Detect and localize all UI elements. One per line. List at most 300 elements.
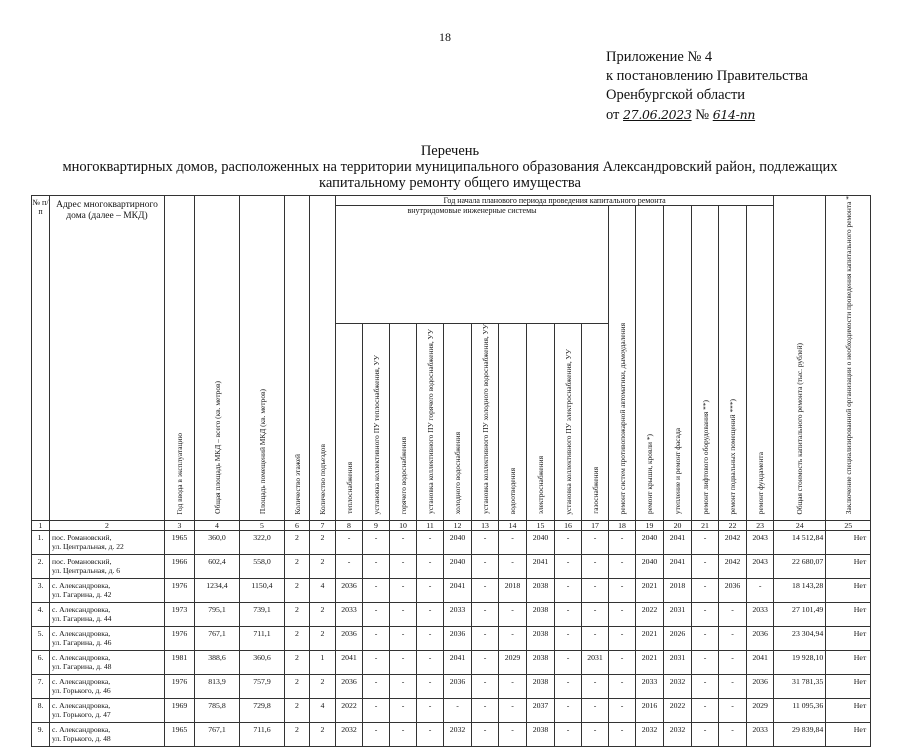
cell-c13: - (472, 699, 499, 723)
cell-c15: 2040 (527, 531, 555, 555)
column-number: 8 (336, 521, 363, 531)
cell-c16: - (555, 699, 582, 723)
cell-c22: - (719, 627, 747, 651)
cell-c15: 2038 (527, 579, 555, 603)
buildings-table (31, 195, 871, 747)
appendix-date-line (606, 105, 808, 125)
cell-c16: - (555, 651, 582, 675)
cell-c9: - (363, 723, 390, 747)
cell-c19: 2021 (636, 627, 664, 651)
cell-c18: - (609, 723, 636, 747)
cell-c21: - (692, 675, 719, 699)
cell-c10: - (390, 651, 417, 675)
address-cell (50, 723, 165, 747)
address-line-2: ул. Гагарина, д. 46 (52, 638, 112, 648)
document-subtitle: многоквартирных домов, расположенных на территории муниципального образования Александровский район, подлежащих капитальному ремонту общего имущества (62, 159, 838, 191)
address-cell (50, 627, 165, 651)
cell-ent: 2 (310, 627, 336, 651)
cell-c17: - (582, 531, 609, 555)
column-number: 10 (390, 521, 417, 531)
cell-c9: - (363, 699, 390, 723)
document-title: Перечень (420, 143, 480, 159)
cell-c23: 2043 (747, 531, 774, 555)
header-sewer: водоотведения (508, 468, 517, 515)
column-number: 12 (444, 521, 472, 531)
cell-c12: 2041 (444, 579, 472, 603)
cell-prem: 1150,4 (240, 579, 285, 603)
row-number: 6. (32, 651, 50, 675)
cell-floors: 2 (285, 699, 310, 723)
address-line-1: с. Александровка, (52, 653, 111, 663)
cell-prem: 739,1 (240, 603, 285, 627)
column-number: 18 (609, 521, 636, 531)
cell-c13: - (472, 651, 499, 675)
header-facade: утепление и ремонт фасада (673, 428, 682, 515)
header-entrances: Количество подъездов (318, 443, 327, 515)
cell-ent: 2 (310, 531, 336, 555)
cell-c10: - (390, 723, 417, 747)
cell-c23: - (747, 579, 774, 603)
cell-c16: - (555, 675, 582, 699)
cell-c9: - (363, 603, 390, 627)
cell-c14: 2029 (499, 651, 527, 675)
number-prefix: № (695, 107, 710, 123)
cell-c23: 2033 (747, 603, 774, 627)
cell-floors: 2 (285, 603, 310, 627)
address-cell (50, 675, 165, 699)
cell-c22: - (719, 603, 747, 627)
cell-cost: 11 095,36 (774, 699, 826, 723)
cell-c22: 2042 (719, 555, 747, 579)
cell-c8: 2036 (336, 579, 363, 603)
cell-c21: - (692, 531, 719, 555)
cell-prem: 360,6 (240, 651, 285, 675)
cell-c18: - (609, 603, 636, 627)
cell-c9: - (363, 627, 390, 651)
cell-c20: 2031 (664, 651, 692, 675)
cell-concl: Нет (826, 531, 871, 555)
header-heat-meter: установка коллективного ПУ теплоснабжения, УУ (371, 354, 381, 515)
row-number: 9. (32, 723, 50, 747)
address-line-1: с. Александровка, (52, 605, 111, 615)
appendix-line-2: к постановлению Правительства (606, 68, 808, 84)
cell-c11: - (417, 651, 444, 675)
cell-c9: - (363, 579, 390, 603)
cell-year: 1965 (165, 723, 195, 747)
column-number: 7 (310, 521, 336, 531)
cell-ent: 2 (310, 603, 336, 627)
cell-c17: - (582, 579, 609, 603)
cell-c19: 2021 (636, 651, 664, 675)
cell-c23: 2043 (747, 555, 774, 579)
address-cell (50, 603, 165, 627)
cell-c8: 2033 (336, 603, 363, 627)
cell-c13: - (472, 675, 499, 699)
cell-c17: - (582, 723, 609, 747)
cell-c14: - (499, 699, 527, 723)
decree-date: 27.06.2023 (623, 107, 692, 122)
address-line-2: ул. Горького, д. 46 (52, 686, 111, 696)
cell-c21: - (692, 651, 719, 675)
cell-total: 602,4 (195, 555, 240, 579)
cell-c14: - (499, 675, 527, 699)
cell-concl: Нет (826, 627, 871, 651)
address-cell (50, 699, 165, 723)
cell-c20: 2022 (664, 699, 692, 723)
cell-c8: 2032 (336, 723, 363, 747)
table-row (32, 627, 871, 651)
cell-c13: - (472, 627, 499, 651)
cell-c18: - (609, 579, 636, 603)
cell-cost: 23 304,94 (774, 627, 826, 651)
cell-c13: - (472, 723, 499, 747)
cell-c16: - (555, 579, 582, 603)
cell-concl: Нет (826, 603, 871, 627)
cell-c20: 2018 (664, 579, 692, 603)
cell-c23: 2033 (747, 723, 774, 747)
row-number: 7. (32, 675, 50, 699)
cell-c20: 2032 (664, 723, 692, 747)
cell-cost: 22 680,07 (774, 555, 826, 579)
cell-year: 1966 (165, 555, 195, 579)
cell-c21: - (692, 579, 719, 603)
cell-c11: - (417, 531, 444, 555)
cell-total: 795,1 (195, 603, 240, 627)
cell-concl: Нет (826, 699, 871, 723)
cell-c19: 2040 (636, 555, 664, 579)
cell-floors: 2 (285, 627, 310, 651)
cell-cost: 18 143,28 (774, 579, 826, 603)
header-cold-meter: установка коллективного ПУ холодного водоснабжения, УУ (480, 324, 490, 515)
address-line-2: ул. Центральная, д. 22 (52, 542, 124, 552)
cell-total: 767,1 (195, 627, 240, 651)
cell-c17: - (582, 555, 609, 579)
cell-floors: 2 (285, 723, 310, 747)
cell-concl: Нет (826, 723, 871, 747)
cell-c8: 2022 (336, 699, 363, 723)
row-number: 1. (32, 531, 50, 555)
header-cost: Общая стоимость капитального ремонта (тыс. рублей) (795, 342, 805, 515)
cell-floors: 2 (285, 531, 310, 555)
cell-c22: - (719, 723, 747, 747)
cell-c10: - (390, 603, 417, 627)
cell-total: 360,0 (195, 531, 240, 555)
address-cell (50, 651, 165, 675)
cell-c19: 2040 (636, 531, 664, 555)
cell-c15: 2037 (527, 699, 555, 723)
cell-cost: 31 781,35 (774, 675, 826, 699)
cell-c17: - (582, 699, 609, 723)
table-row (32, 675, 871, 699)
cell-c12: 2036 (444, 675, 472, 699)
column-number: 22 (719, 521, 747, 531)
cell-c18: - (609, 531, 636, 555)
column-number: 9 (363, 521, 390, 531)
address-line-2: ул. Центральная, д. 6 (52, 566, 121, 576)
cell-ent: 4 (310, 579, 336, 603)
table-row (32, 579, 871, 603)
cell-c13: - (472, 531, 499, 555)
column-number: 2 (50, 521, 165, 531)
cell-c21: - (692, 627, 719, 651)
row-number: 2. (32, 555, 50, 579)
cell-c18: - (609, 627, 636, 651)
cell-c17: - (582, 675, 609, 699)
cell-c18: - (609, 699, 636, 723)
header-no: № п/п (32, 196, 50, 521)
address-cell (50, 555, 165, 579)
address-line-1: пос. Романовский, (52, 533, 112, 543)
cell-c11: - (417, 699, 444, 723)
header-lift: ремонт лифтового оборудования **) (700, 399, 710, 515)
column-number: 23 (747, 521, 774, 531)
cell-ent: 1 (310, 651, 336, 675)
cell-c14: - (499, 627, 527, 651)
cell-cost: 19 928,10 (774, 651, 826, 675)
page-number: 18 (439, 30, 451, 44)
cell-c11: - (417, 555, 444, 579)
row-number: 3. (32, 579, 50, 603)
appendix-line-1: Приложение № 4 (606, 49, 713, 65)
row-number: 5. (32, 627, 50, 651)
address-line-2: ул. Горького, д. 48 (52, 734, 111, 744)
table-row (32, 531, 871, 555)
cell-ent: 2 (310, 723, 336, 747)
cell-c21: - (692, 603, 719, 627)
cell-c13: - (472, 555, 499, 579)
cell-floors: 2 (285, 651, 310, 675)
cell-year: 1976 (165, 627, 195, 651)
cell-c15: 2038 (527, 651, 555, 675)
address-line-1: пос. Романовский, (52, 557, 112, 567)
column-number: 19 (636, 521, 664, 531)
cell-c8: 2036 (336, 627, 363, 651)
cell-c15: 2038 (527, 603, 555, 627)
cell-c19: 2016 (636, 699, 664, 723)
cell-floors: 2 (285, 675, 310, 699)
cell-total: 1234,4 (195, 579, 240, 603)
cell-c21: - (692, 723, 719, 747)
column-number: 14 (499, 521, 527, 531)
cell-c10: - (390, 555, 417, 579)
cell-c13: - (472, 603, 499, 627)
cell-c16: - (555, 603, 582, 627)
cell-c13: - (472, 579, 499, 603)
cell-c11: - (417, 579, 444, 603)
address-line-1: с. Александровка, (52, 629, 111, 639)
column-number: 1 (32, 521, 50, 531)
header-cold: холодного водоснабжения (453, 431, 462, 515)
cell-c20: 2026 (664, 627, 692, 651)
header-address: Адрес многоквартирного дома (далее – МКД) (50, 196, 165, 521)
cell-c11: - (417, 603, 444, 627)
header-group-main: Год начала планового периода проведения капитального ремонта (336, 196, 774, 206)
cell-concl: Нет (826, 579, 871, 603)
cell-c23: 2036 (747, 675, 774, 699)
header-basement: ремонт подвальных помещений ***) (728, 398, 737, 515)
header-conclusion: Заключение специализированной организации о необходимости проведения капитального ремонта * (843, 196, 853, 515)
cell-ent: 4 (310, 699, 336, 723)
header-gas: газоснабжения (590, 467, 600, 515)
table-row (32, 699, 871, 723)
table-row (32, 555, 871, 579)
cell-c18: - (609, 555, 636, 579)
cell-total: 767,1 (195, 723, 240, 747)
from-prefix: от (606, 107, 620, 123)
address-line-1: с. Александровка, (52, 581, 111, 591)
cell-c22: - (719, 651, 747, 675)
column-number: 13 (472, 521, 499, 531)
address-line-2: ул. Горького, д. 47 (52, 710, 111, 720)
cell-c14: - (499, 723, 527, 747)
cell-c10: - (390, 675, 417, 699)
header-floors: Количество этажей (292, 453, 302, 515)
header-premises-area: Площадь помещений МКД (кв. метров) (257, 389, 267, 515)
cell-c21: - (692, 699, 719, 723)
header-hot: горячего водоснабжения (398, 436, 408, 515)
cell-prem: 729,8 (240, 699, 285, 723)
address-line-2: ул. Гагарина, д. 48 (52, 662, 112, 672)
address-cell (50, 531, 165, 555)
cell-c8: 2041 (336, 651, 363, 675)
column-number: 6 (285, 521, 310, 531)
cell-ent: 2 (310, 675, 336, 699)
cell-c16: - (555, 723, 582, 747)
cell-total: 785,8 (195, 699, 240, 723)
cell-c10: - (390, 699, 417, 723)
cell-year: 1976 (165, 579, 195, 603)
decree-number: 614-пп (712, 107, 756, 122)
column-number: 4 (195, 521, 240, 531)
cell-cost: 27 101,49 (774, 603, 826, 627)
cell-c22: 2042 (719, 531, 747, 555)
column-number: 21 (692, 521, 719, 531)
cell-c22: - (719, 675, 747, 699)
cell-c23: 2041 (747, 651, 774, 675)
cell-c8: - (336, 555, 363, 579)
cell-prem: 558,0 (240, 555, 285, 579)
cell-c19: 2033 (636, 675, 664, 699)
cell-c16: - (555, 555, 582, 579)
cell-c15: 2038 (527, 627, 555, 651)
header-foundation: ремонт фундамента (755, 452, 765, 515)
cell-c11: - (417, 627, 444, 651)
cell-prem: 711,1 (240, 627, 285, 651)
column-number: 25 (826, 521, 871, 531)
cell-year: 1969 (165, 699, 195, 723)
cell-floors: 2 (285, 579, 310, 603)
column-number: 17 (582, 521, 609, 531)
column-number: 16 (555, 521, 582, 531)
cell-c10: - (390, 627, 417, 651)
cell-c22: - (719, 699, 747, 723)
header-group-systems: внутридомовые инженерные системы (336, 206, 609, 324)
cell-c10: - (390, 579, 417, 603)
cell-concl: Нет (826, 555, 871, 579)
cell-prem: 711,6 (240, 723, 285, 747)
cell-c16: - (555, 531, 582, 555)
appendix-line-3: Оренбургской области (606, 87, 746, 103)
cell-c12: - (444, 699, 472, 723)
cell-c20: 2032 (664, 675, 692, 699)
cell-c17: - (582, 603, 609, 627)
cell-c17: - (582, 627, 609, 651)
cell-c16: - (555, 627, 582, 651)
cell-ent: 2 (310, 555, 336, 579)
cell-c17: 2031 (582, 651, 609, 675)
cell-total: 813,9 (195, 675, 240, 699)
cell-c15: 2038 (527, 675, 555, 699)
table-row (32, 603, 871, 627)
cell-concl: Нет (826, 675, 871, 699)
cell-c12: 2040 (444, 555, 472, 579)
column-number: 5 (240, 521, 285, 531)
cell-c18: - (609, 651, 636, 675)
address-line-1: с. Александровка, (52, 725, 111, 735)
column-number: 20 (664, 521, 692, 531)
column-number: 15 (527, 521, 555, 531)
cell-c15: 2041 (527, 555, 555, 579)
address-line-1: с. Александровка, (52, 701, 111, 711)
row-number: 8. (32, 699, 50, 723)
cell-c18: - (609, 675, 636, 699)
cell-c14: - (499, 603, 527, 627)
cell-year: 1965 (165, 531, 195, 555)
address-cell (50, 579, 165, 603)
cell-year: 1981 (165, 651, 195, 675)
cell-c14: 2018 (499, 579, 527, 603)
cell-c12: 2041 (444, 651, 472, 675)
address-line-1: с. Александровка, (52, 677, 111, 687)
cell-c23: 2029 (747, 699, 774, 723)
cell-c12: 2040 (444, 531, 472, 555)
column-number: 11 (417, 521, 444, 531)
cell-c20: 2041 (664, 531, 692, 555)
cell-c21: - (692, 555, 719, 579)
column-number-row (32, 521, 871, 531)
header-elec-meter: установка коллективного ПУ электроснабжения, УУ (563, 348, 573, 515)
cell-c19: 2022 (636, 603, 664, 627)
cell-c20: 2031 (664, 603, 692, 627)
table-row (32, 723, 871, 747)
cell-c12: 2032 (444, 723, 472, 747)
header-hot-meter: установка коллективного ПУ горячего водоснабжения, УУ (425, 329, 435, 515)
cell-c19: 2032 (636, 723, 664, 747)
header-year: Год ввода в эксплуатацию (175, 432, 184, 515)
header-roof: ремонт крыши, кровли *) (645, 434, 654, 515)
cell-cost: 29 839,84 (774, 723, 826, 747)
cell-c8: 2036 (336, 675, 363, 699)
cell-cost: 14 512,84 (774, 531, 826, 555)
cell-floors: 2 (285, 555, 310, 579)
cell-prem: 322,0 (240, 531, 285, 555)
cell-c14: - (499, 555, 527, 579)
cell-total: 388,6 (195, 651, 240, 675)
header-heat: теплоснабжения (344, 462, 354, 515)
cell-c11: - (417, 675, 444, 699)
cell-c11: - (417, 723, 444, 747)
cell-c12: 2033 (444, 603, 472, 627)
cell-year: 1976 (165, 675, 195, 699)
header-total-area: Общая площадь МКД – всего (кв. метров) (212, 381, 222, 515)
cell-prem: 757,9 (240, 675, 285, 699)
cell-c10: - (390, 531, 417, 555)
appendix-block (606, 48, 808, 125)
cell-c9: - (363, 531, 390, 555)
address-line-2: ул. Гагарина, д. 44 (52, 614, 112, 624)
cell-c9: - (363, 651, 390, 675)
header-elec: электроснабжения (536, 456, 545, 515)
